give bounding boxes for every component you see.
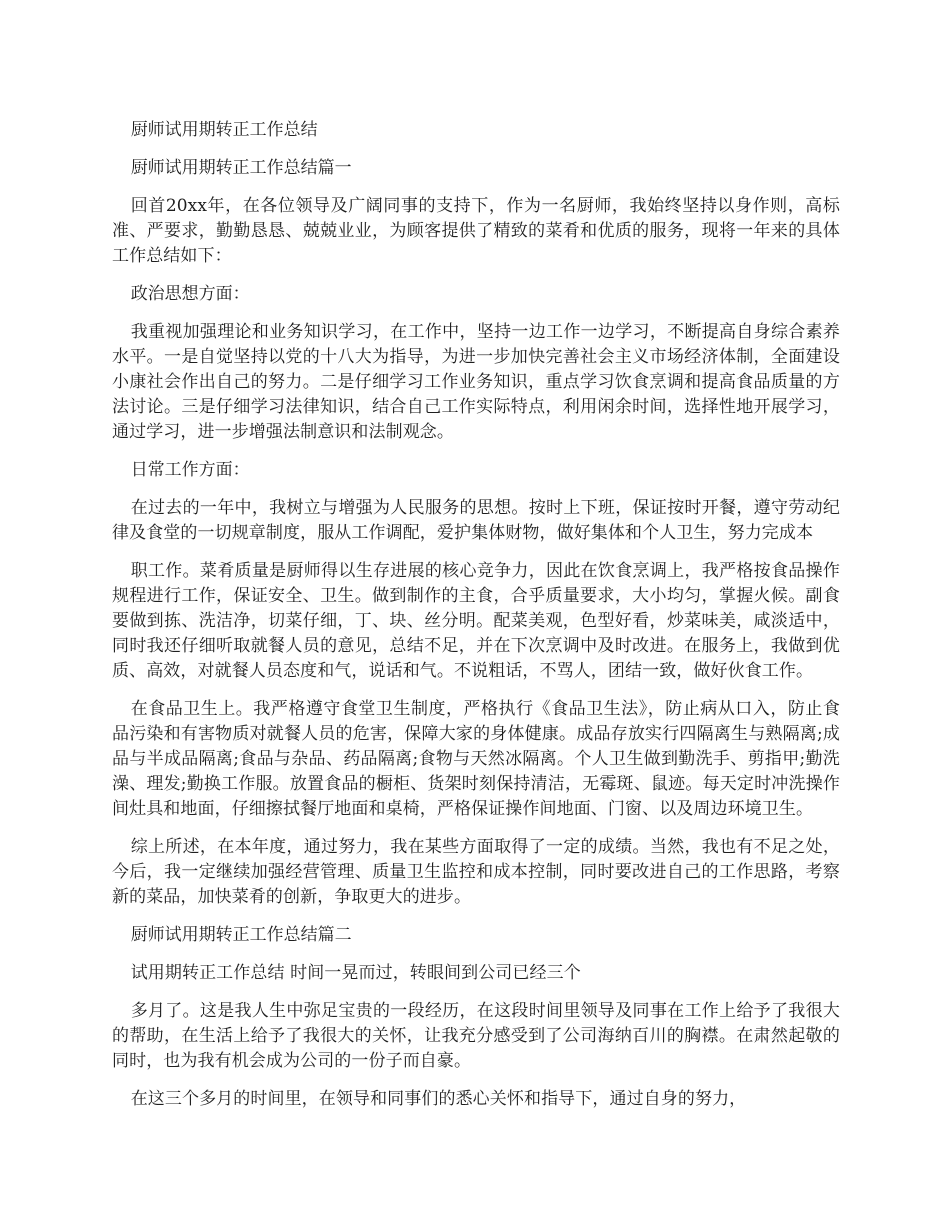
heading-daily-work: 日常工作方面：: [130, 460, 250, 480]
section-title-part-two: 厨师试用期转正工作总结篇二: [130, 925, 352, 945]
paragraph-intro: 回首20xx年，在各位领导及广阔同事的支持下，作为一名厨师，我始终坚持以身作则，高标准、严要求，勤勤恳恳、兢兢业业，为顾客提供了精致的菜肴和优质的服务，现将一年来的具体工作总结如下：: [112, 196, 840, 266]
heading-politics: 政治思想方面：: [130, 284, 250, 304]
paragraph-experience: 多月了。这是我人生中弥足宝贵的一段经历，在这段时间里领导及同事在工作上给予了我很大的帮助，在生活上给予了我很大的关怀，让我充分感受到了公司海纳百川的胸襟。在肃然起敬的同时，也为我有机会成为公司的一份子而自豪。: [112, 1001, 840, 1071]
paragraph-daily-work: 在过去的一年中，我树立与增强为人民服务的思想。按时上下班，保证按时开餐，遵守劳动纪律及食堂的一切规章制度，服从工作调配，爱护集体财物，做好集体和个人卫生，努力完成本: [112, 498, 840, 543]
document-page: [112, 118, 840, 1125]
paragraph-food-hygiene: 在食品卫生上。我严格遵守食堂卫生制度，严格执行《食品卫生法》，防止病从口入，防止食品污染和有害物质对就餐人员的危害，保障大家的身体健康。成品存放实行四隔离生与熟隔离;成品与半成品隔离;食品与杂品、药品隔离;食物与天然冰隔离。个人卫生做到勤洗手、剪指甲;勤洗澡、理发;勤换工作服。放置食品的橱柜、货架时刻保持清洁，无霉斑、鼠迹。每天定时冲洗操作间灶具和地面，仔细擦拭餐厅地面和桌椅，严格保证操作间地面、门窗、以及周边环境卫生。: [112, 699, 840, 819]
paragraph-three-months: 在这三个多月的时间里，在领导和同事们的悉心关怀和指导下，通过自身的努力，: [130, 1089, 747, 1109]
paragraph-study: 我重视加强理论和业务知识学习，在工作中，坚持一边工作一边学习，不断提高自身综合素养水平。一是自觉坚持以党的十八大为指导，为进一步加快完善社会主义市场经济体制，全面建设小康社会作出自己的努力。二是仔细学习工作业务知识，重点学习饮食烹调和提高食品质量的方法讨论。三是仔细学习法律知识，结合自己工作实际特点，利用闲余时间，选择性地开展学习，通过学习，进一步增强法制意识和法制观念。: [112, 322, 840, 442]
paragraph-probation-intro: 试用期转正工作总结 时间一晃而过，转眼间到公司已经三个: [130, 963, 581, 983]
paragraph-cooking-quality: 职工作。菜肴质量是厨师得以生存进展的核心竞争力，因此在饮食烹调上，我严格按食品操作规程进行工作，保证安全、卫生。做到制作的主食，合乎质量要求，大小均匀，掌握火候。副食要做到拣、洗洁净，切菜仔细，丁、块、丝分明。配菜美观，色型好看，炒菜味美，咸淡适中，同时我还仔细听取就餐人员的意见，总结不足，并在下次烹调中及时改进。在服务上，我做到优质、高效，对就餐人员态度和气，说话和气。不说粗话，不骂人，团结一致，做好伙食工作。: [112, 561, 840, 681]
document-title: 厨师试用期转正工作总结: [130, 120, 318, 140]
paragraph-summary: 综上所述，在本年度，通过努力，我在某些方面取得了一定的成绩。当然，我也有不足之处，今后，我一定继续加强经营管理、质量卫生监控和成本控制，同时要改进自己的工作思路，考察新的菜品，加快菜肴的创新，争取更大的进步。: [112, 837, 840, 907]
section-title-part-one: 厨师试用期转正工作总结篇一: [130, 158, 352, 178]
